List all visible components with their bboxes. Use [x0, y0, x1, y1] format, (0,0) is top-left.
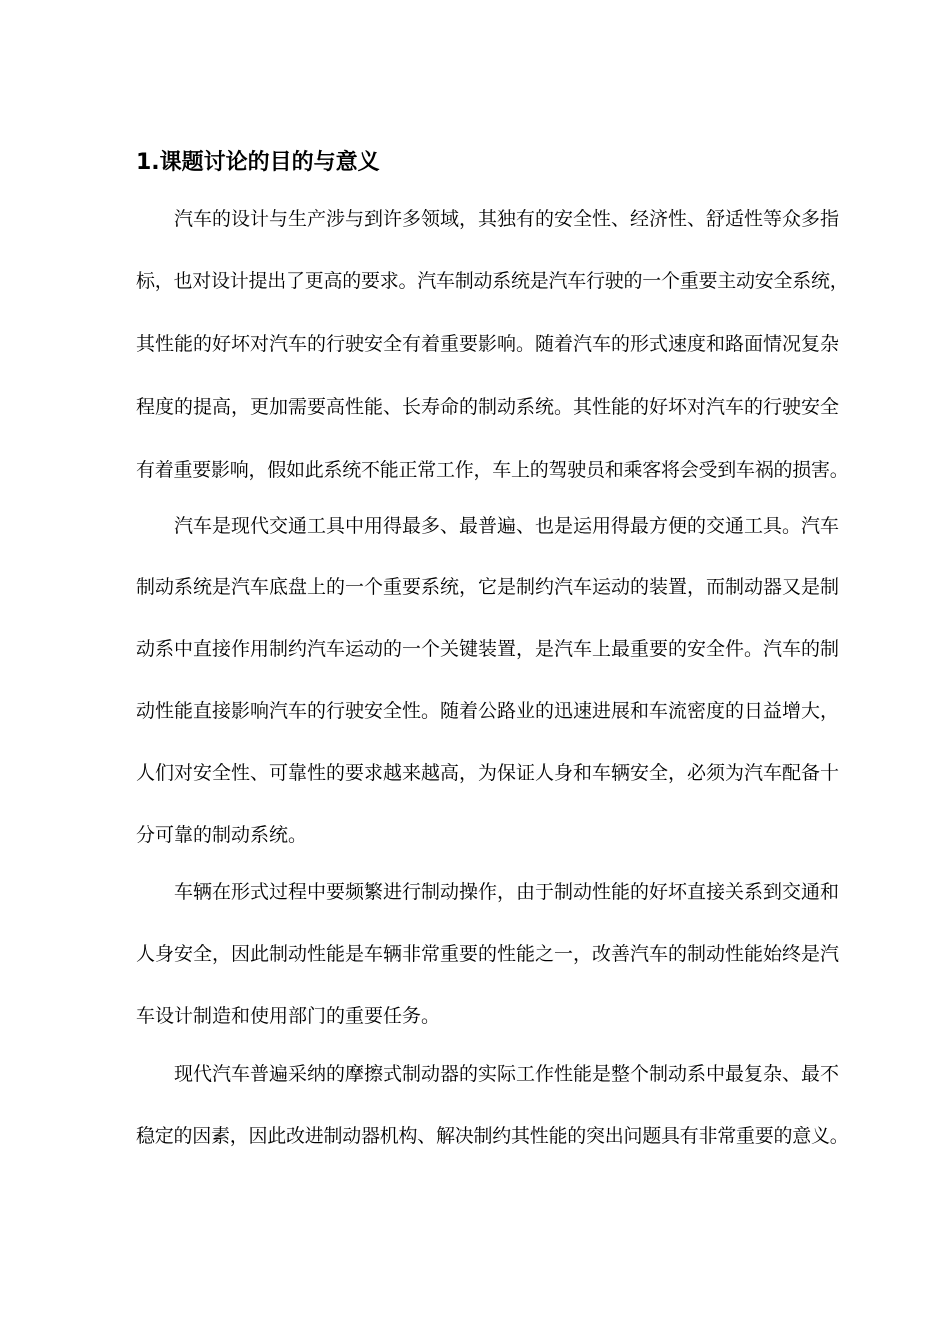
paragraph-3-line-2: 人身安全，因此制动性能是车辆非常重要的性能之一，改善汽车的制动性能始终是汽 [136, 943, 840, 965]
paragraph-3-line-1: 车辆在形式过程中要频繁进行制动操作，由于制动性能的好坏直接关系到交通和 [174, 881, 840, 903]
paragraph-2-line-3: 动系中直接作用制约汽车运动的一个关键装置，是汽车上最重要的安全件。汽车的制 [136, 638, 840, 660]
section-heading: 1.课题讨论的目的与意义 [136, 150, 380, 175]
paragraph-1-line-5: 有着重要影响，假如此系统不能正常工作，车上的驾驶员和乘客将会受到车祸的损害。 [136, 459, 849, 481]
paragraph-1-line-4: 程度的提高，更加需要高性能、长寿命的制动系统。其性能的好坏对汽车的行驶安全 [136, 396, 840, 418]
paragraph-1-line-1: 汽车的设计与生产涉与到许多领域，其独有的安全性、经济性、舒适性等众多指 [174, 208, 840, 230]
paragraph-2-line-4: 动性能直接影响汽车的行驶安全性。随着公路业的迅速进展和车流密度的日益增大， [136, 700, 840, 722]
paragraph-3-line-3: 车设计制造和使用部门的重要任务。 [136, 1005, 441, 1027]
paragraph-1-line-3: 其性能的好坏对汽车的行驶安全有着重要影响。随着汽车的形式速度和路面情况复杂 [136, 333, 840, 355]
paragraph-4-line-1: 现代汽车普遍采纳的摩擦式制动器的实际工作性能是整个制动系中最复杂、最不 [174, 1063, 840, 1085]
paragraph-1-line-2: 标，也对设计提出了更高的要求。汽车制动系统是汽车行驶的一个重要主动安全系统， [136, 270, 849, 292]
paragraph-2-line-1: 汽车是现代交通工具中用得最多、最普遍、也是运用得最方便的交通工具。汽车 [174, 515, 840, 537]
paragraph-2-line-6: 分可靠的制动系统。 [136, 824, 308, 846]
paragraph-2-line-5: 人们对安全性、可靠性的要求越来越高，为保证人身和车辆安全，必须为汽车配备十 [136, 762, 840, 784]
paragraph-2-line-2: 制动系统是汽车底盘上的一个重要系统，它是制约汽车运动的装置，而制动器又是制 [136, 576, 840, 598]
paragraph-4-line-2: 稳定的因素，因此改进制动器机构、解决制约其性能的突出问题具有非常重要的意义。 [136, 1125, 849, 1147]
